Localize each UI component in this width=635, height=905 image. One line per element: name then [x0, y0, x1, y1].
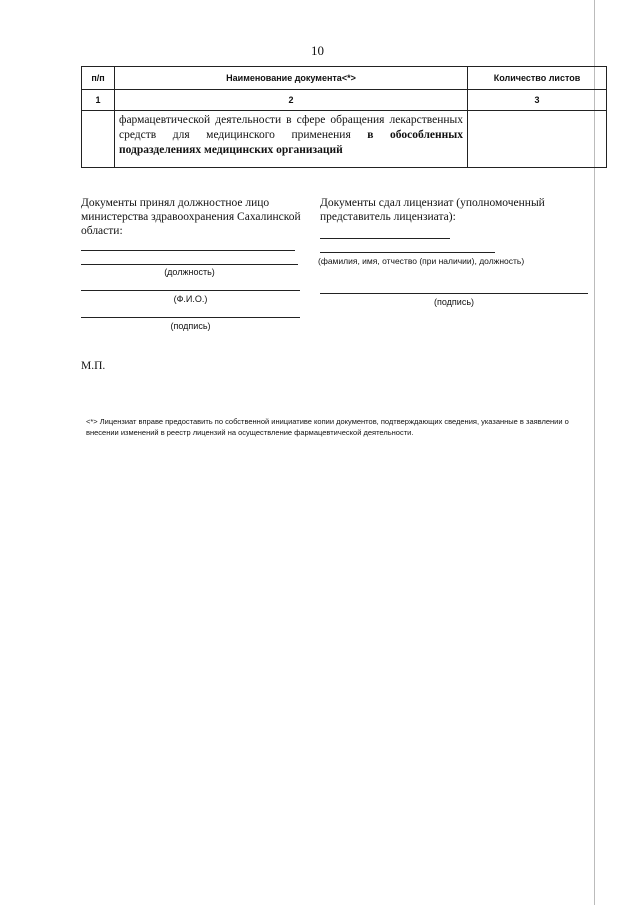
row-sheet-count-cell: [468, 111, 607, 168]
licensee-signature-line: [320, 293, 588, 294]
licensee-line-2: [320, 252, 495, 253]
submitted-by-title: Документы сдал лицензиат (уполномоченный представитель лицензиата):: [320, 197, 545, 223]
stamp-label: М.П.: [81, 360, 106, 372]
index-cell-1: 1: [82, 90, 115, 111]
name-line: [81, 290, 300, 291]
header-sheet-count: Количество листов: [468, 67, 607, 90]
position-line-2: [81, 264, 298, 265]
signature-caption: (подпись): [170, 321, 211, 331]
accepted-by-title: Документы принял должностное лицо министерства здравоохранения Сахалинской области:: [81, 197, 301, 237]
table-index-row: [82, 90, 607, 111]
position-caption: (должность): [164, 267, 215, 277]
index-cell-2: 2: [115, 90, 468, 111]
document-name-text: фармацевтической деятельности в сфере обращения лекарственных средств для медицинского применения: [119, 114, 463, 141]
licensee-signature-caption: (подпись): [433, 297, 475, 307]
table-header-row: [82, 67, 607, 90]
licensee-line-1: [320, 238, 450, 239]
footnote: <*> Лицензиат вправе предоставить по собственной инициативе копии документов, подтверждающих сведения, указанные в заявлении о внесении изменений в реестр лицензий на осуществление фармацевтической деятельности.: [86, 417, 569, 437]
row-number-cell: [82, 111, 115, 168]
document-name-bold-text: в обособленных подразделениях медицинских организаций: [119, 129, 463, 156]
documents-table: [81, 66, 607, 168]
table-row: [82, 111, 607, 168]
licensee-name-caption: (фамилия, имя, отчество (при наличии), должность): [318, 256, 525, 266]
signature-line: [81, 317, 300, 318]
header-document-name: Наименование документа<*>: [115, 67, 468, 90]
name-caption: (Ф.И.О.): [173, 294, 208, 304]
index-cell-3: 3: [468, 90, 607, 111]
page-number: 10: [311, 43, 324, 58]
row-document-name-cell: [115, 111, 468, 168]
header-number: п/п: [82, 67, 115, 90]
position-line-1: [81, 250, 295, 251]
